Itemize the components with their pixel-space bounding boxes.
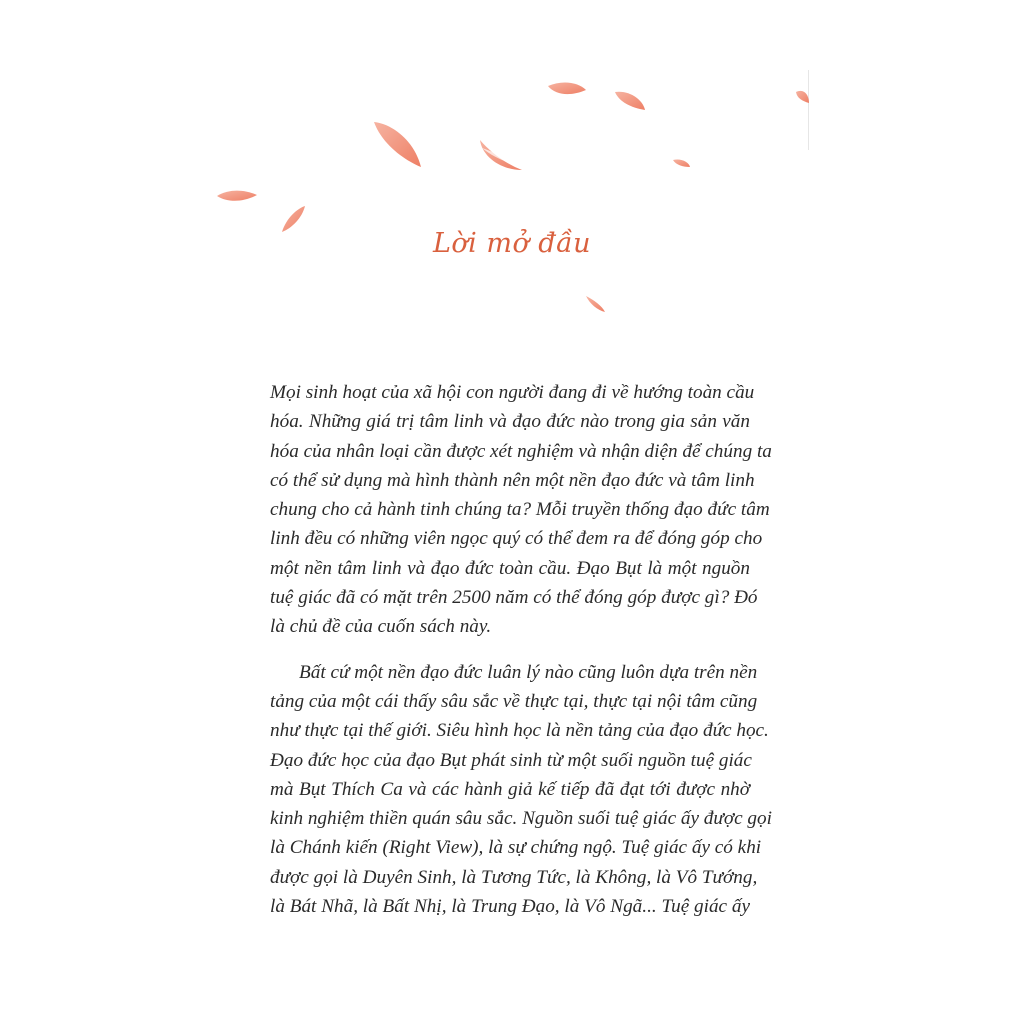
text-line: hóa của nhân loại cần được xét nghiệm và nhận diện để chúng ta	[270, 440, 772, 462]
text-line: Mọi sinh hoạt của xã hội con người đang đi về hướng toàn cầu	[270, 382, 755, 403]
petal-icon	[548, 83, 586, 95]
falling-petals-decoration	[0, 0, 1024, 340]
paragraph-2	[270, 658, 772, 922]
text-line: là Bát Nhã, là Bất Nhị, là Trung Đạo, là Vô Ngã... Tuệ giác ấy	[270, 896, 750, 918]
petal-icon	[796, 91, 809, 103]
chapter-title: Lời mở đầu	[432, 228, 592, 259]
body-text	[270, 378, 772, 921]
text-line: là Chánh kiến (Right View), là sự chứng ngộ. Tuệ giác ấy có khi	[270, 837, 762, 859]
text-line: Bất cứ một nền đạo đức luân lý nào cũng luôn dựa trên nền	[299, 661, 758, 683]
text-line: Đạo đức học của đạo Bụt phát sinh từ một suối nguồn tuệ giác	[270, 749, 752, 771]
paragraph-1	[270, 378, 772, 642]
petal-icon	[673, 159, 690, 167]
petal-icon	[615, 92, 645, 110]
text-line: như thực tại thế giới. Siêu hình học là nền tảng của đạo đức học.	[270, 720, 769, 742]
text-line: được gọi là Duyên Sinh, là Tương Tức, là Không, là Vô Tướng,	[270, 866, 758, 888]
text-line: có thể sử dụng mà hình thành nên một nền đạo đức và tâm linh	[270, 469, 755, 491]
text-line: một nền tâm linh và đạo đức toàn cầu. Đạo Bụt là một nguồn	[270, 557, 750, 579]
text-line: mà Bụt Thích Ca và các hành giả kế tiếp đã đạt tới được nhờ	[270, 778, 750, 800]
petal-icon	[480, 140, 522, 170]
text-line: tuệ giác đã có mặt trên 2500 năm có thể đóng góp được gì? Đó	[270, 587, 758, 609]
text-line: kinh nghiệm thiền quán sâu sắc. Nguồn suối tuệ giác ấy được gọi	[270, 808, 772, 830]
petal-icon	[586, 296, 605, 312]
petal-icon	[374, 122, 421, 167]
text-line: là chủ đề của cuốn sách này.	[270, 616, 492, 638]
text-line: chung cho cả hành tinh chúng ta? Mỗi truyền thống đạo đức tâm	[270, 499, 770, 521]
text-line: hóa. Những giá trị tâm linh và đạo đức nào trong gia sản văn	[270, 411, 750, 433]
text-line: tảng của một cái thấy sâu sắc về thực tại, thực tại nội tâm cũng	[270, 690, 758, 712]
petal-icon	[217, 191, 257, 201]
text-line: linh đều có những viên ngọc quý có thể đem ra để đóng góp cho	[270, 528, 763, 550]
